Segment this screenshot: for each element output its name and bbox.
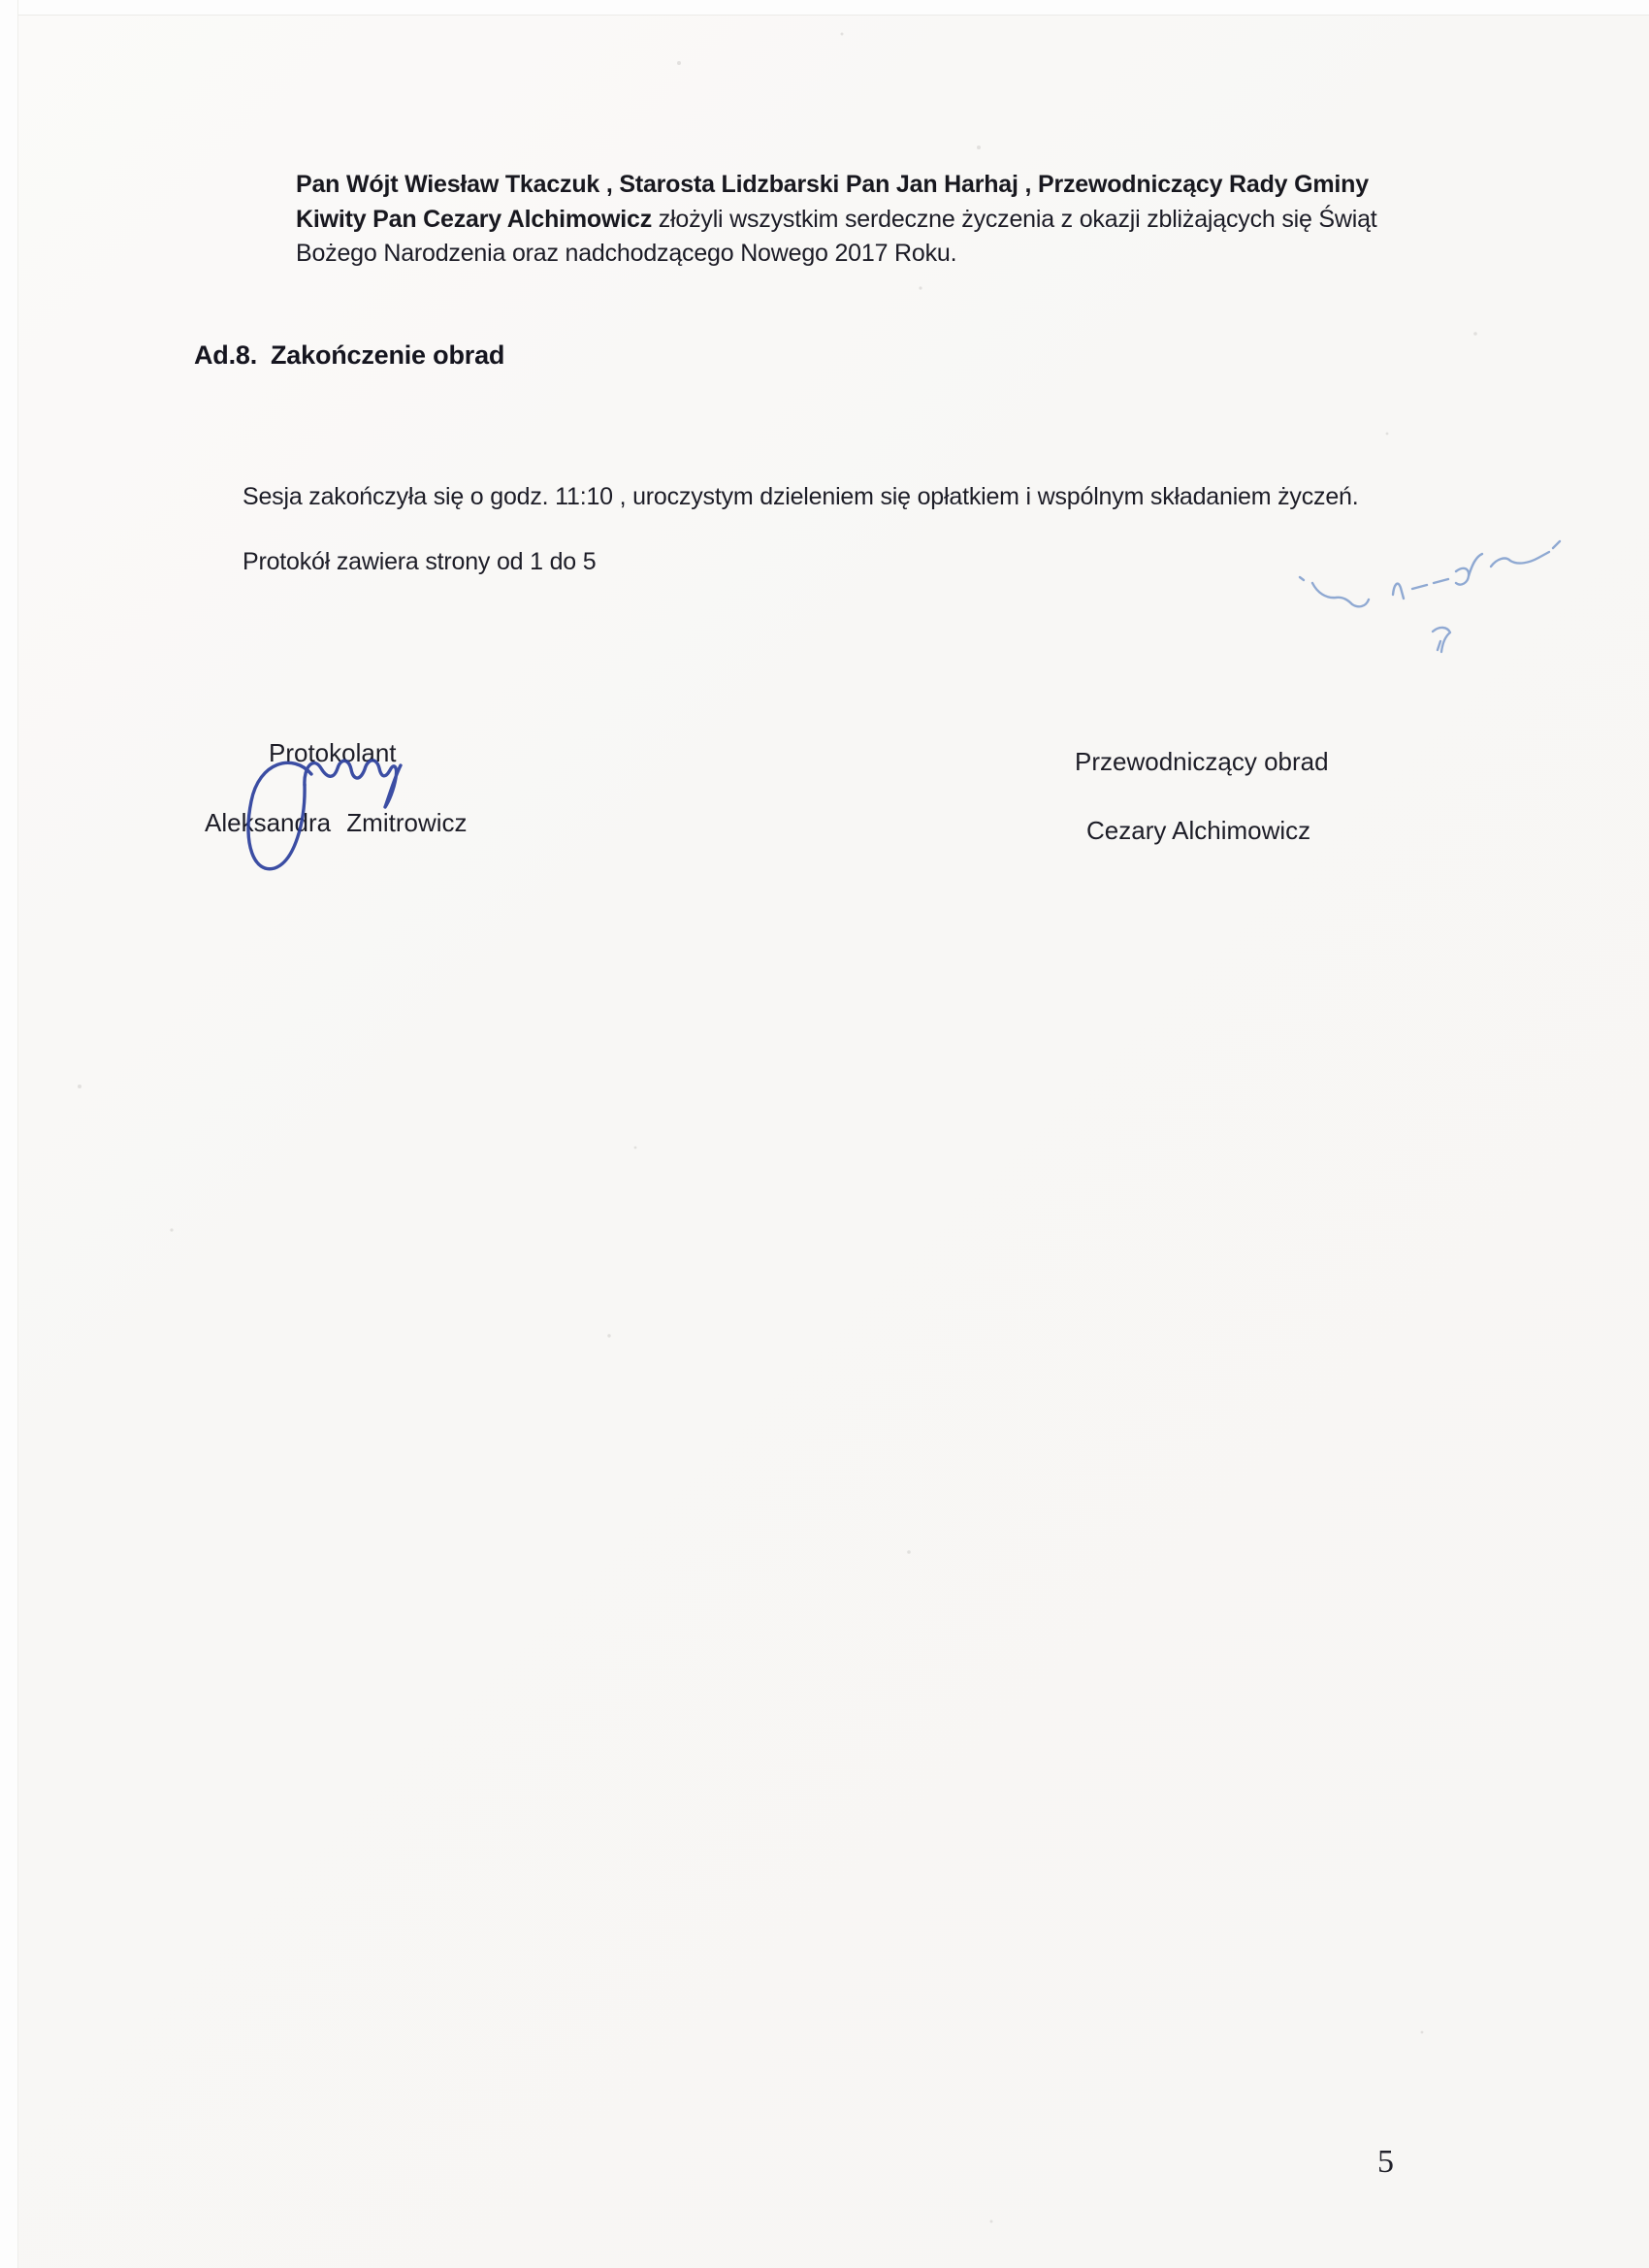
annotation-stroke — [1300, 577, 1304, 580]
wishes-text: złożyli wszystkim serdeczne życzenia z okazji zbliżających się Świąt Bożego Narodzenia oraz nadchodzącego Nowego 2017 Roku. — [296, 205, 1377, 267]
annotation-stroke — [1393, 584, 1404, 599]
page-number: 5 — [1377, 2144, 1394, 2180]
scan-speck — [78, 1085, 81, 1088]
scan-speck — [1421, 2031, 1424, 2034]
scan-speck — [919, 286, 922, 289]
annotation-stroke — [1312, 583, 1369, 606]
scan-speck — [170, 1228, 173, 1231]
handwritten-annotation-ink — [1300, 541, 1560, 652]
chairman-role-label: Przewodniczący obrad — [1075, 747, 1329, 776]
protokolant-role-label: Protokolant — [269, 738, 397, 767]
annotation-stroke — [1434, 579, 1448, 583]
scan-speck — [607, 1334, 610, 1337]
scan-speck — [907, 1550, 911, 1554]
annotation-stroke — [1553, 541, 1560, 548]
annotation-stroke — [1433, 628, 1450, 652]
scan-edge-left — [0, 0, 18, 2268]
session-end-line: Sesja zakończyła się o godz. 11:10 , uroczystym dzieleniem się opłatkiem i wspólnym składaniem życzeń. — [242, 483, 1359, 510]
scan-edge-top — [0, 0, 1649, 16]
section-title: Zakończenie obrad — [271, 340, 505, 370]
annotation-stroke — [1491, 552, 1549, 567]
section-number: Ad.8. — [194, 340, 258, 370]
section-heading — [194, 340, 504, 371]
annotation-stroke — [1456, 554, 1482, 585]
closing-wishes-paragraph — [296, 168, 1426, 272]
scan-speck — [977, 146, 981, 149]
scan-speck — [990, 2220, 993, 2223]
scan-speck — [677, 61, 681, 65]
annotation-stroke — [1412, 585, 1427, 589]
scan-speck — [1473, 332, 1477, 336]
protokolant-name: Aleksandra Zmitrowicz — [205, 808, 468, 837]
scan-speck — [1386, 433, 1389, 436]
scan-speck — [841, 33, 844, 36]
officials-names-bold: Pan Wójt Wiesław Tkaczuk , Starosta Lidzbarski Pan Jan Harhaj , Przewodniczący Rady Gminy Kiwity Pan Cezary Alchimowicz — [296, 171, 1369, 233]
protocol-pages-line: Protokół zawiera strony od 1 do 5 — [242, 548, 597, 575]
chairman-name: Cezary Alchimowicz — [1086, 816, 1311, 845]
scan-speck — [634, 1147, 637, 1150]
